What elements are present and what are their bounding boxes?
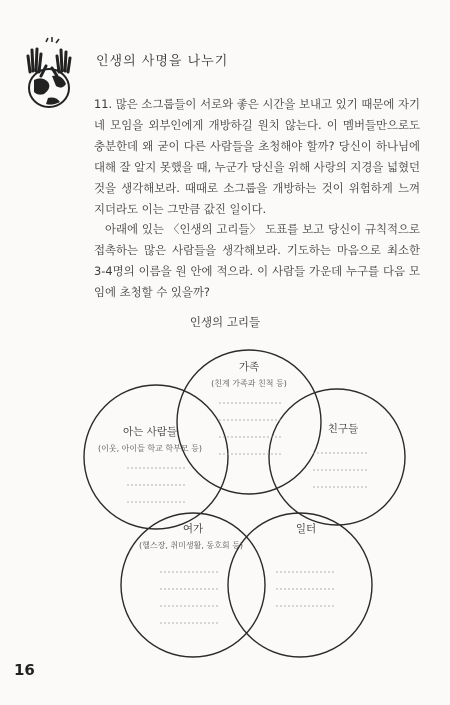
body-paragraph-1: 11. 많은 소그룹들이 서로와 좋은 시간을 보내고 있기 때문에 자기네 모임을 외부인에게 개방하길 원치 않는다. 이 멤버들만으로도 충분한데 왜 굳이 다른 사람들을 초청해야 할까? 당신이 하나님에 대해 잘 알지 못했을 때, 누군가 당신을 위해 사랑의 지경을 넓혔던 것을 생각해보라. 때때로 소그룹을 개방하는 것이 위험하게 느껴지더라도 이는 그만큼 값진 일이다. bbox=[94, 97, 420, 216]
circle-acquaintances bbox=[84, 385, 228, 529]
page-number: 16 bbox=[14, 661, 35, 679]
circle-family-sub: (친계 가족과 친척 등) bbox=[211, 379, 287, 388]
circle-acquaintances-sub: (이웃, 아이들 학교 학부모 등) bbox=[98, 444, 202, 453]
section-title: 인생의 사명을 나누기 bbox=[96, 54, 229, 69]
circle-friends-label: 친구들 bbox=[327, 423, 359, 435]
circle-family-label: 가족 bbox=[238, 361, 260, 373]
hands-globe-icon bbox=[22, 36, 76, 112]
diagram-title: 인생의 고리들 bbox=[189, 315, 261, 329]
circle-leisure-sub: (헬스장, 취미생활, 동호회 등) bbox=[139, 541, 243, 550]
circle-work-label: 일터 bbox=[295, 523, 317, 535]
circle-leisure-label: 여가 bbox=[182, 523, 204, 535]
circle-friends bbox=[269, 389, 405, 525]
circle-acquaintances-label: 아는 사람들 bbox=[122, 426, 178, 438]
body-paragraph-2: 아래에 있는 〈인생의 고리들〉 도표를 보고 당신이 규칙적으로 접촉하는 많은 사람들을 생각해보라. 기도하는 마음으로 최소한 3-4명의 이름을 원 안에 적으라. 이 사람들 가운데 누구를 다음 모임에 초청할 수 있을까? bbox=[94, 222, 420, 299]
